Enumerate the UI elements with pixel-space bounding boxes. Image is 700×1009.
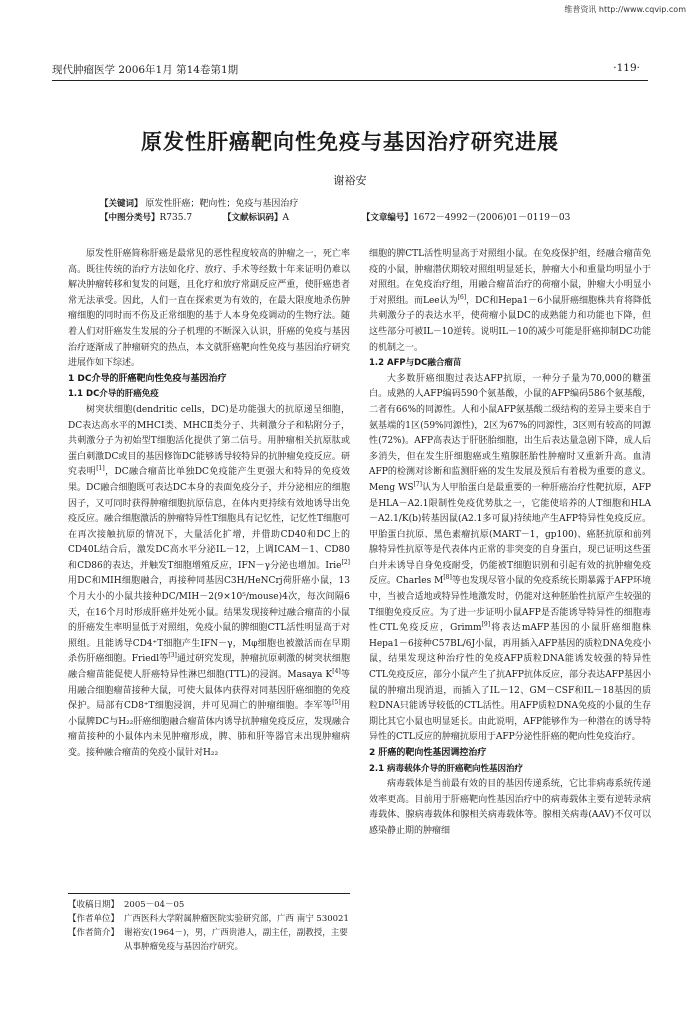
citation-1: [1] [96, 465, 105, 473]
paragraph-dc: 树突状细胞(dendritic cells，DC)是功能强大的抗原递呈细胞，DC表达高水平的MHCⅠ类、MHCⅡ类分子、共刺激分子和粘附分子，共刺激分子为初始型T细胞活化提供了第二信号。用肿瘤相关抗原肽或蛋白刺激DC或目的基因修饰DC能够诱导较特异的抗肿瘤免疫反应。研究表明[1]，DC融合瘤苗比单独DC免疫能产生更强大和特异的免疫效果。DC融合细胞既可表达DC本身的表面免疫分子，并分泌相应的细胞因子，又可同时获得肿瘤细胞抗原信息，在体内更持续有效地诱导出免疫反应。融合细胞激活的肿瘤特异性T细胞具有记忆性，记忆性T细胞可在再次接触抗原的情况下，大量活化扩增，并借助CD40和DC上的CD40L结合后，激发DC高水平分泌IL－12，上调ICAM－1、CD80和CD86的表达，并触发T细胞增殖反应，IFN－γ分泌也增加。Irie[2]用DC和MIH细胞融合，再接种同基因C3H/HeNCrj荷肝癌小鼠，13个月大小的小鼠共接种DC/MIH－2(9×10⁵/mouse)4次，每次间隔6天，在16个月时形成肝癌并处死小鼠。结果发现接种过融合瘤苗的小鼠的肝癌发生率明显低于对照组，免疫小鼠的脾细胞CTL活性明显高于对照组。且能诱导CD4⁺T细胞产生IFN－γ，Mφ细胞也被激活而在早期杀伤肝癌细胞。Friedl等[3]通过研究发现，肿瘤抗原刺激的树突状细胞融合瘤苗能促使人肝癌特异性淋巴细胞(TTL)的浸润。Masaya K[4]等用融合细胞瘤苗接种大鼠，可使大鼠体内获得对同基因肝癌细胞的免疫保护。局部有CD8⁺T细胞浸润，并可见凋亡的肿瘤细胞。李军等[5]用小鼠脾DC与H₂₂肝癌细胞融合瘤苗体内诱导抗肿瘤免疫反应，发现融合瘤苗接种的小鼠体内未见肿瘤形成，脾、肺和肝等器官未出现肿瘤病变。接种融合瘤苗的免疫小鼠针对H₂₂ [68, 404, 351, 758]
paragraph-viral-vector: 病毒载体是当前最有效的目的基因传递系统，它比非病毒系统传递效率更高。目前用于肝癌靶向性基因治疗中的病毒载体主要有逆转录病毒载体、腺病毒载体和腺相关病毒载体等。腺相关病毒(AAV)不仅可以感染静止期的肿瘤细 [369, 779, 651, 836]
citation-9: [9] [481, 621, 491, 629]
left-column [68, 247, 350, 762]
citation-5: [5] [332, 699, 341, 707]
keywords-block [100, 197, 636, 225]
received-row [68, 898, 350, 912]
page-number: ·119· [613, 62, 640, 74]
citation-7: [7] [413, 480, 423, 488]
doc-code: A [282, 213, 289, 223]
citation-6: [6] [457, 293, 467, 301]
journal-info: 现代肿瘤医学 2006年1月 第14卷第1期 [52, 64, 239, 76]
watermark: 维普资讯 http://www.cqvip.com [564, 5, 686, 14]
section-heading-2: 2 肝癌的靶向性基因调控治疗 [369, 748, 487, 758]
author: 谢裕安 [333, 174, 367, 187]
subsection-heading-1-1: 1.1 DC介导的肝癌免疫 [68, 389, 159, 400]
paragraph-continued: 细胞的脾CTL活性明显高于对照组小鼠。在免疫保护组，经融合瘤苗免疫的小鼠，肿瘤潜伏期较对照组明显延长，肿瘤大小和重量均明显小于对照组。在免疫治疗组，用融合瘤苗治疗的荷瘤小鼠，肿瘤大小明显小于对照组。而Lee认为[6]，DC和Hepa1－6小鼠肝癌细胞株共育将降低共刺激分子的表达水平，使荷瘤小鼠DC的成熟能力和功能也下降，但这些部分可被IL－10逆转。说明IL－10的减少可能是肝癌抑制DC功能的机制之一。 [369, 249, 651, 353]
section-heading-1: 1 DC介导的肝癌靶向性免疫与基因治疗 [68, 373, 227, 384]
intro-paragraph: 原发性肝癌简称肝癌是最常见的恶性程度较高的肿瘤之一，死亡率高。既往传统的治疗方法如化疗、放疗、手术等经数十年来证明仍难以解决肿瘤转移和复发的问题，且化疗和放疗常副反应严重，使肝癌患者常无法承受。因此，人们一直在探索更为有效的，在最大限度地杀伤肿瘤细胞的同时而不伤及正常细胞的基于人本身免疫调动的生物疗法。随着人们对肝癌发生发展的分子机理的不断深入认识，肝癌的免疫与基因治疗逐渐成了肿瘤研究的热点，本文就肝癌靶向性免疫与基因治疗研究进展作如下综述。 [68, 249, 350, 369]
clc-label: 【中图分类号】 [100, 213, 160, 223]
author-bio: 谢裕安(1964－)，男，广西贵港人，副主任，副教授，主要从事肿瘤免疫与基因治疗研究。 [124, 928, 348, 952]
bio-label: 【作者简介】 [68, 928, 120, 938]
doc-code-label: 【文献标识码】 [222, 213, 283, 223]
citation-3: [3] [168, 652, 177, 660]
clc-number: R735.7 [159, 213, 193, 223]
subsection-heading-2-1: 2.1 病毒载体介导的肝癌靶向性基因治疗 [369, 763, 524, 774]
received-label: 【收稿日期】 [68, 900, 120, 910]
received-date: 2005－04－05 [124, 900, 185, 910]
article-number: 1672－4992－(2006)01－0119－03 [412, 213, 571, 223]
affiliation-row [68, 912, 350, 926]
citation-4: [4] [332, 668, 341, 676]
classification-row [100, 211, 636, 225]
footnote [68, 898, 350, 954]
keywords-label: 【关键词】 [100, 199, 143, 209]
citation-8: [8] [443, 574, 452, 582]
footnote-rule [68, 893, 350, 894]
citation-2: [2] [341, 558, 350, 566]
paragraph-afp: 大多数肝癌细胞过表达AFP抗原，一种分子量为70,000的糖蛋白。成熟的人AFP编码590个氨基酸，小鼠的AFP编码586个氨基酸，二者有66%的同源性。人和小鼠AFP氨基酸二级结构的差异主要来自于氨基端的1区(59%同源性)，2区为67%的同源性，3区则有较高的同源性(72%)。AFP高表达于肝胚胎细胞，出生后表达量急剧下降，成人后多消失，但在发生肝细胞癌或生殖腺胚胎性肿瘤时又重新升高。血清AFP的检测对诊断和监测肝癌的发生发展及预后有着极为重要的意义。Meng WS[7]认为人甲胎蛋白是最重要的一种肝癌治疗性靶抗原，AFP是HLA－A2.1限制性免疫优势肽之一，它能使培养的人T细胞和HLA－A2.1/K(b)转基因鼠(A2.1多可鼠)持续地产生AFP特异性免疫反应。甲胎蛋白抗原、黑色素瘤抗原(MART－1，gp100)、癌胚抗原和前列腺特异性抗原等是代表体内正常的非突变的自身蛋白，现已证明这些蛋白并未诱导自身免疫耐受，仍能被T细胞识别和引起有效的抗肿瘤免疫反应。Charles M[8]等也发现尽管小鼠的免疫系统长期暴露于AFP环境中，当被合适地或特异性地激发时，仍能对这种胚胎性抗原产生较强的T细胞免疫反应。为了进一步证明小鼠AFP是否能诱导特异性的细胞毒性CTL免疫反应，Grimm[9]将表达mAFP基因的小鼠肝癌细胞株Hepa1－6接种C57BL/6J小鼠，再用插入AFP基因的质粒DNA免疫小鼠，结果发现这种治疗性的免疫AFP质粒DNA能诱发较强的特异性CTL免疫反应，部分小鼠产生了抗AFP抗体反应，部分表达AFP基因小鼠的肿瘤出现消退，而插入了IL－12、GM－CSF和IL－18基因的质粒DNA只能诱导较低的CTL活性。用AFP质粒DNA免疫的小鼠的生存期比其它小鼠也明显延长。由此说明，AFP能够作为一种潜在的诱导特异性的CTL反应的肿瘤抗原用于AFP分泌性肝癌的靶向性免疫治疗。 [369, 373, 651, 743]
right-column [369, 247, 651, 840]
keywords: 原发性肝癌；靶向性；免疫与基因治疗 [145, 199, 299, 209]
header-rule [52, 80, 648, 81]
article-no-label: 【文章编号】 [361, 213, 413, 223]
article-title: 原发性肝癌靶向性免疫与基因治疗研究进展 [141, 129, 559, 154]
affiliation: 广西医科大学附属肿瘤医院实验研究部，广西 南宁 530021 [124, 914, 349, 924]
affiliation-label: 【作者单位】 [68, 914, 120, 924]
keywords-row [100, 197, 636, 211]
subsection-heading-1-2: 1.2 AFP与DC融合瘤苗 [369, 358, 462, 369]
bio-row [68, 926, 350, 954]
